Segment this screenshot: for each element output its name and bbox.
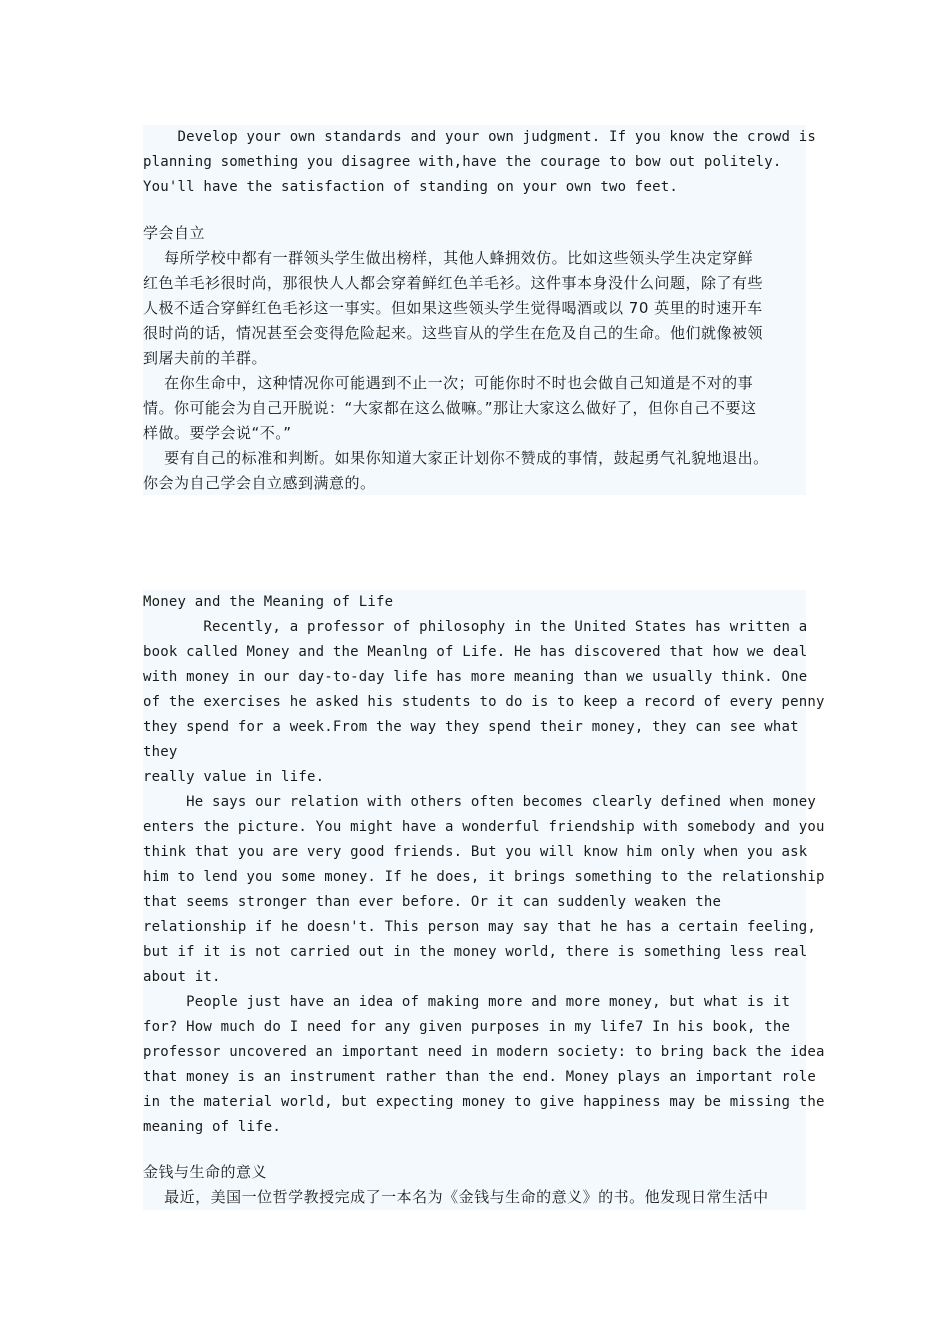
english-line: in the material world, but expecting money to give happiness may be missing the (143, 1094, 825, 1110)
english-line: with money in our day-to-day life has more meaning than we usually think. One (143, 669, 808, 685)
english-line: him to lend you some money. If he does, it brings something to the relationship (143, 869, 825, 885)
chinese-line: 样做。要学会说“不。” (143, 424, 292, 442)
chinese-line: 情。你可能会为自己开脱说：“大家都在这么做嘛。”那让大家这么做好了，但你自己不要这 (143, 399, 757, 417)
english-line: they spend for a week.From the way they spend their money, they can see what (143, 719, 799, 735)
text-block-learn-independence (143, 125, 817, 495)
english-line: enters the picture. You might have a wonderful friendship with somebody and you (143, 819, 825, 835)
english-line: of the exercises he asked his students to do is to keep a record of every penny (143, 694, 825, 710)
chinese-line: 在你生命中，这种情况你可能遇到不止一次；可能你时不时也会做自己知道是不对的事 (143, 374, 754, 392)
english-line: they (143, 744, 178, 760)
chinese-line: 要有自己的标准和判断。如果你知道大家正计划你不赞成的事情，鼓起勇气礼貌地退出。 (143, 449, 769, 467)
chinese-line: 最近，美国一位哲学教授完成了一本名为《金钱与生命的意义》的书。他发现日常生活中 (143, 1188, 769, 1206)
english-line: You'll have the satisfaction of standing on your own two feet. (143, 179, 678, 195)
english-line: but if it is not carried out in the money world, there is something less real (143, 944, 808, 960)
text-block-money-meaning (143, 590, 825, 1210)
english-line: that seems stronger than ever before. Or it can suddenly weaken the (143, 894, 722, 910)
english-line: professor uncovered an important need in modern society: to bring back the idea (143, 1044, 825, 1060)
english-line: planning something you disagree with,have the courage to bow out politely. (143, 154, 782, 170)
english-line: think that you are very good friends. But you will know him only when you ask (143, 844, 808, 860)
chinese-title: 金钱与生命的意义 (143, 1163, 268, 1181)
english-line: Recently, a professor of philosophy in the United States has written a (143, 619, 808, 635)
english-line: Develop your own standards and your own judgment. If you know the crowd is (143, 129, 817, 145)
chinese-line: 到屠夫前的羊群。 (143, 349, 268, 367)
chinese-line: 人极不适合穿鲜红色毛衫这一事实。但如果这些领头学生觉得喝酒或以 70 英里的时速开车 (143, 299, 763, 317)
chinese-line: 每所学校中都有一群领头学生做出榜样，其他人蜂拥效仿。比如这些领头学生决定穿鲜 (143, 249, 754, 267)
chinese-line: 红色羊毛衫很时尚，那很快人人都会穿着鲜红色羊毛衫。这件事本身没什么问题，除了有些 (143, 274, 764, 292)
english-line: People just have an idea of making more and more money, but what is it (143, 994, 791, 1010)
chinese-line: 很时尚的话，情况甚至会变得危险起来。这些盲从的学生在危及自己的生命。他们就像被领 (143, 324, 764, 342)
english-line: He says our relation with others often becomes clearly defined when money (143, 794, 817, 810)
english-line: book called Money and the Meanlng of Life. He has discovered that how we deal (143, 644, 808, 660)
english-line: for? How much do I need for any given purposes in my life7 In his book, the (143, 1019, 791, 1035)
english-line: that money is an instrument rather than the end. Money plays an important role (143, 1069, 817, 1085)
english-line: relationship if he doesn't. This person may say that he has a certain feeling, (143, 919, 817, 935)
english-line: about it. (143, 969, 221, 985)
chinese-line: 你会为自己学会自立感到满意的。 (143, 474, 376, 492)
english-title: Money and the Meaning of Life (143, 594, 394, 610)
chinese-title: 学会自立 (143, 224, 206, 242)
english-line: meaning of life. (143, 1119, 282, 1135)
english-line: really value in life. (143, 769, 325, 785)
